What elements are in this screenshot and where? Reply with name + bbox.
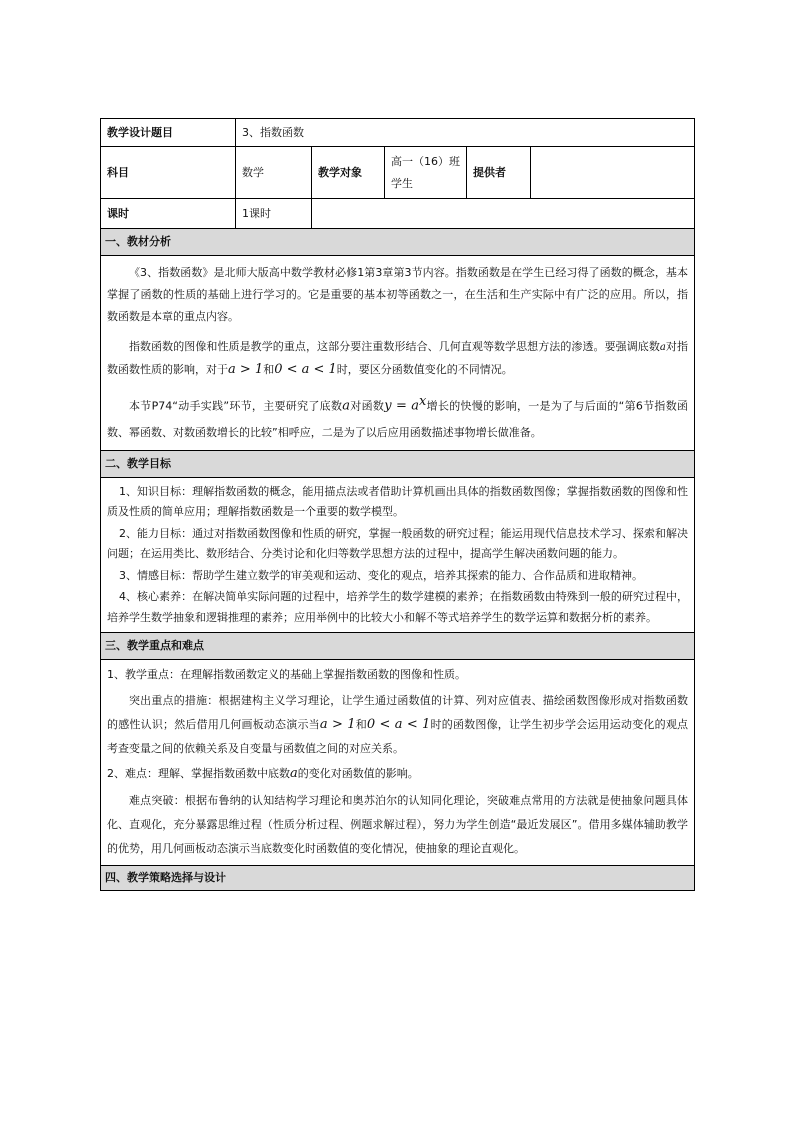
section1-p2-math-1: a > 1 (228, 362, 264, 377)
section3-title: 三、教学重点和难点 (101, 633, 695, 660)
section1-p2-text-b: 对指数函数性质的影响，对于 (107, 340, 688, 376)
provider-label: 提供者 (467, 147, 531, 199)
section3-p2-text-b: 和 (355, 718, 367, 732)
hours-row (101, 199, 695, 229)
design-title-label: 教学设计题目 (101, 119, 236, 147)
section3-p2-text-c: 时的函数图像，让学生初步学会运用运动变化的观点考查变量之间的依赖关系及自变量与函数值之间的对应关系。 (107, 718, 689, 756)
hours-label: 课时 (101, 199, 236, 229)
section2-body-row (101, 477, 695, 633)
lesson-plan-document (100, 118, 694, 891)
section1-p2-var-a: a (659, 342, 666, 353)
section1-paragraph-1: 《3、指数函数》是北师大版高中数学教材必修1第3章第3节内容。指数函数是在学生已经习得了函数的概念，基本掌握了函数的性质的基础上进行学习的。它是重要的基本初等函数之一，在生活和生产实际中有广泛的应用。所以，指数函数是本章的重点内容。 (107, 266, 688, 323)
audience-value (385, 147, 467, 199)
section2-paragraph-3: 3、情感目标：帮助学生建立数学的审美观和运动、变化的观点，培养其探索的能力、合作品质和进取精神。 (119, 568, 643, 582)
subject-label: 科目 (101, 147, 236, 199)
section3-paragraph-3 (107, 763, 688, 785)
audience-label: 教学对象 (312, 147, 385, 199)
section4-header-row (101, 866, 695, 891)
section3-paragraph-2 (107, 689, 688, 761)
section1-paragraph-3 (107, 389, 688, 446)
section3-paragraph-1: 1、教学重点：在理解指数函数定义的基础上掌握指数函数的图像和性质。 (107, 668, 466, 682)
section1-p3-text-c: 增长的快慢的影响，一是为了与后面的“第6节指数函数、幂函数、对数函数增长的比较”相呼应，二是为了以后应用函数描述事物增长做准备。 (107, 399, 689, 439)
design-title-value: 3、指数函数 (236, 119, 695, 147)
hours-empty-cell (312, 199, 695, 229)
section2-header-row (101, 450, 695, 477)
section1-body (101, 256, 695, 451)
section3-body (101, 660, 695, 866)
provider-value (531, 147, 695, 199)
section3-paragraph-4: 难点突破：根据布鲁纳的认知结构学习理论和奥苏泊尔的认知同化理论，突破难点常用的方法就是使抽象问题具体化、直观化，充分暴露思维过程（性质分析过程、例题求解过程），努力为学生创造“最近发展区”。借用多媒体辅助教学的优势，用几何画板动态演示当底数变化时函数值的变化情况，使抽象的理论直观化。 (107, 794, 688, 856)
hours-value: 1课时 (236, 199, 312, 229)
section2-paragraph-1: 1、知识目标：理解指数函数的概念，能用描点法或者借助计算机画出具体的指数函数图像；掌握指数函数的图像和性质及性质的简单应用；理解指数函数是一个重要的数学模型。 (107, 484, 688, 519)
section2-title: 二、教学目标 (101, 450, 695, 477)
section1-p3-math: y = a (384, 398, 420, 414)
audience-value-line2: 学生 (391, 176, 413, 190)
section1-p3-text-b: 对函数 (350, 399, 385, 413)
section3-p3-var: a (290, 766, 298, 782)
section1-header-row (101, 229, 695, 256)
section1-body-row (101, 256, 695, 451)
section1-paragraph-2 (107, 336, 688, 381)
section2-paragraph-2: 2、能力目标：通过对指数函数图像和性质的研究，掌握一般函数的研究过程；能运用现代信息技术学习、探索和解决问题；在运用类比、数形结合、分类讨论和化归等数学思想方法的过程中，提高学生解决函数问题的能力。 (107, 526, 688, 561)
section3-p2-math-1: a > 1 (319, 717, 356, 733)
section3-body-row (101, 660, 695, 866)
section3-p2-text-a: 突出重点的措施：根据建构主义学习理论，让学生通过函数值的计算、列对应值表、描绘函数图像形成对指数函数的感性认识；然后借用几何画板动态演示当 (107, 694, 688, 732)
section2-body (101, 477, 695, 633)
section1-p3-superscript: x (419, 394, 427, 409)
section3-header-row (101, 633, 695, 660)
section3-p2-math-2: 0 < a < 1 (366, 717, 431, 733)
section1-p2-text-c: 和 (263, 363, 275, 376)
section1-title: 一、教材分析 (101, 229, 695, 256)
section3-p3-text-b: 的变化对函数值的影响。 (297, 767, 419, 781)
section1-p3-text-a: 本节P74“动手实践”环节，主要研究了底数 (129, 399, 343, 413)
section4-title: 四、教学策略选择与设计 (101, 866, 695, 891)
lesson-plan-table (100, 118, 695, 891)
section3-p3-text-a: 2、难点：理解、掌握指数函数中底数 (107, 767, 290, 781)
subject-row (101, 147, 695, 199)
subject-value: 数学 (236, 147, 312, 199)
section2-paragraph-4: 4、核心素养：在解决简单实际问题的过程中，培养学生的数学建模的素养；在指数函数由特殊到一般的研究过程中，培养学生数学抽象和逻辑推理的素养；应用举例中的比较大小和解不等式培养学生的数学运算和数据分析的素养。 (107, 590, 688, 624)
section1-p2-math-2: 0 < a < 1 (274, 362, 337, 377)
section1-p3-var: a (342, 398, 351, 414)
design-title-row (101, 119, 695, 147)
audience-value-line1: 高一（16）班 (391, 154, 460, 168)
section1-p2-text-d: 时，要区分函数值变化的不同情况。 (336, 363, 513, 376)
section1-p2-text-a: 指数函数的图像和性质是教学的重点，这部分要注重数形结合、几何直观等数学思想方法的渗透。要强调底数 (129, 340, 660, 353)
